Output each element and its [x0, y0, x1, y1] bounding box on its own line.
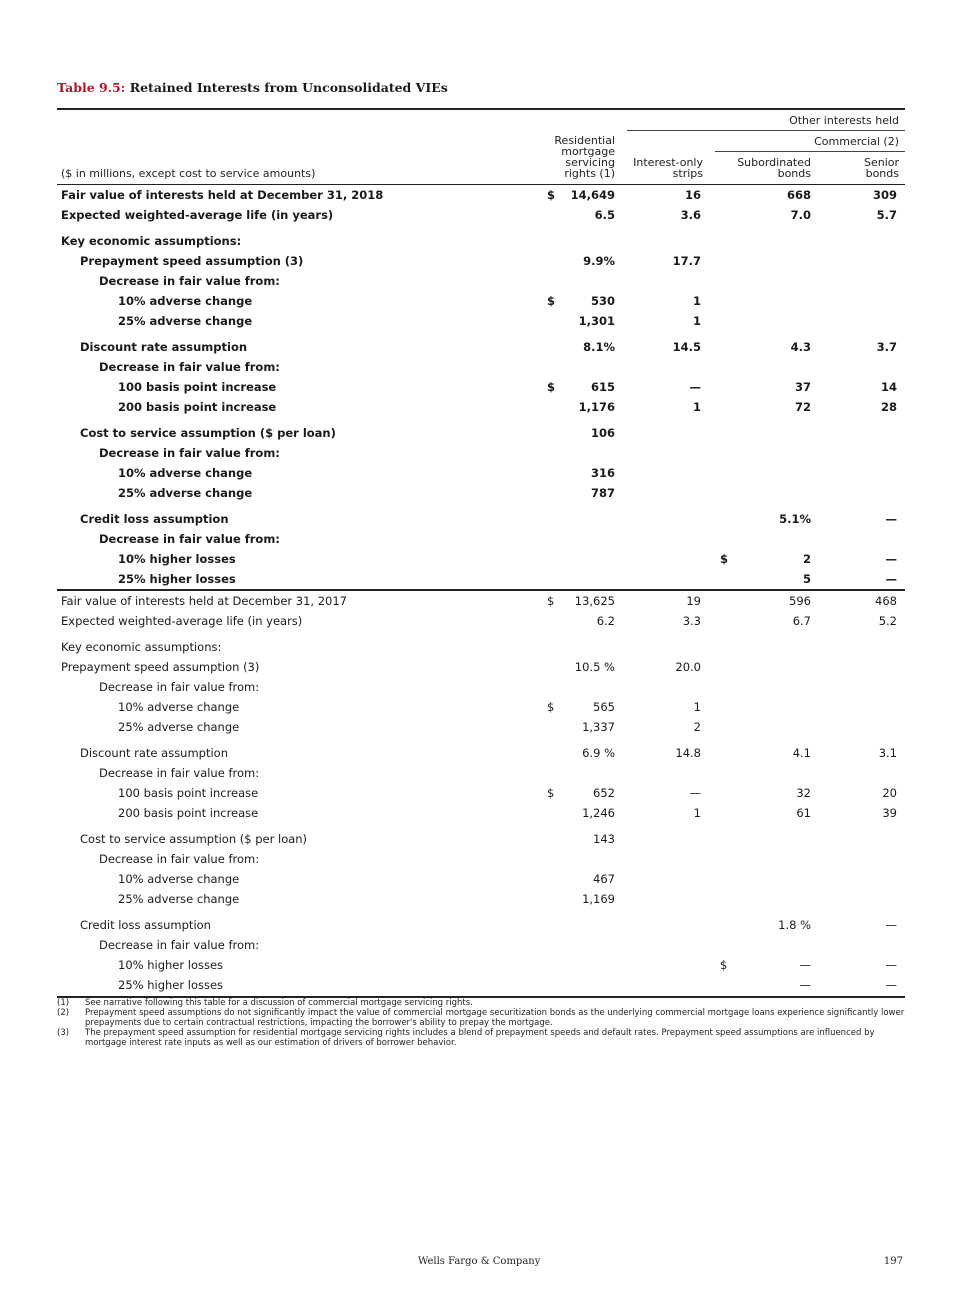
col-io-line1: Interest-only [633, 156, 703, 169]
table-row [57, 717, 905, 737]
dollar-sign: $ [547, 700, 555, 714]
table-row [57, 743, 905, 763]
cell-subordinated: 5 [802, 572, 811, 586]
table-row [57, 803, 905, 823]
cell-interest-only: 2 [693, 720, 701, 734]
cell-subordinated: 596 [789, 594, 811, 608]
table-row [57, 591, 905, 611]
table-row [57, 889, 905, 909]
cell-senior: 468 [875, 594, 897, 608]
cell-residential-msr: 787 [590, 486, 615, 500]
table-row [57, 697, 905, 717]
page-number: 197 [883, 1256, 903, 1267]
row-label: 200 basis point increase [118, 400, 277, 414]
table-row [57, 657, 905, 677]
cell-senior: 5.7 [876, 208, 897, 222]
cell-residential-msr: 6.5 [594, 208, 615, 222]
cell-residential-msr: 14,649 [570, 188, 615, 202]
row-label: Fair value of interests held at December 31, 2017 [61, 594, 347, 608]
cell-residential-msr: 1,176 [578, 400, 615, 414]
cell-interest-only: 1 [692, 294, 701, 308]
table-row [57, 509, 905, 529]
cell-subordinated: — [799, 978, 811, 992]
cell-subordinated: 32 [796, 786, 811, 800]
cell-residential-msr: 565 [593, 700, 615, 714]
row-label: 10% adverse change [118, 700, 240, 714]
cell-residential-msr: 1,169 [582, 892, 615, 906]
cell-senior: 3.1 [878, 746, 897, 760]
row-label: Decrease in fair value from: [99, 360, 280, 374]
cell-interest-only: 14.5 [672, 340, 701, 354]
cell-residential-msr: 652 [593, 786, 615, 800]
table-row [57, 205, 905, 225]
table-row [57, 763, 905, 783]
col-senior-line1: Senior [863, 156, 899, 169]
cell-subordinated: — [799, 958, 811, 972]
row-label: Key economic assumptions: [61, 640, 222, 654]
table-top-rule [57, 108, 905, 110]
cell-senior: 39 [882, 806, 897, 820]
cell-senior: — [885, 552, 897, 566]
cell-subordinated: 37 [794, 380, 811, 394]
table-row [57, 271, 905, 291]
table-row [57, 869, 905, 889]
cell-interest-only: 1 [692, 314, 701, 328]
footnote-mark: (2) [57, 1008, 70, 1018]
col-rmsr-line4: rights (1) [564, 167, 615, 180]
table-row [57, 849, 905, 869]
cell-interest-only: — [689, 380, 701, 394]
dollar-sign: $ [547, 380, 556, 394]
row-label: Decrease in fair value from: [99, 938, 260, 952]
table-row [57, 311, 905, 331]
footnote-2 [57, 1008, 905, 1028]
cell-subordinated: 4.3 [790, 340, 811, 354]
footnotes [57, 998, 905, 1048]
table-row [57, 783, 905, 803]
cell-residential-msr: 13,625 [574, 594, 615, 608]
table-row [57, 443, 905, 463]
cell-interest-only: 3.6 [680, 208, 701, 222]
row-label: Decrease in fair value from: [99, 274, 280, 288]
cell-senior: — [885, 572, 897, 586]
row-label: 10% higher losses [118, 552, 236, 566]
footnote-3 [57, 1028, 905, 1048]
table-row [57, 637, 905, 657]
dollar-sign: $ [720, 958, 728, 972]
table-number: Table 9.5: [57, 80, 126, 95]
row-label: Cost to service assumption ($ per loan) [80, 832, 308, 846]
row-label: 10% adverse change [118, 466, 253, 480]
section-2017 [57, 591, 905, 995]
cell-residential-msr: 316 [590, 466, 615, 480]
row-label: Prepayment speed assumption (3) [61, 660, 260, 674]
row-label: 200 basis point increase [118, 806, 259, 820]
cell-subordinated: 668 [786, 188, 811, 202]
row-label: 25% adverse change [118, 314, 253, 328]
row-label: Decrease in fair value from: [99, 766, 260, 780]
col-io-line2: strips [672, 167, 703, 180]
row-label: Prepayment speed assumption (3) [80, 254, 304, 268]
table-row [57, 549, 905, 569]
cell-subordinated: 72 [794, 400, 811, 414]
cell-residential-msr: 8.1% [583, 340, 615, 354]
cell-senior: — [885, 512, 897, 526]
cell-subordinated: 7.0 [790, 208, 811, 222]
cell-residential-msr: 6.9 % [582, 746, 615, 760]
cell-subordinated: 6.7 [792, 614, 811, 628]
table-row [57, 337, 905, 357]
cell-residential-msr: 106 [590, 426, 615, 440]
cell-senior: 3.7 [876, 340, 897, 354]
footnote-mark: (3) [57, 1028, 70, 1038]
row-label: 25% adverse change [118, 486, 253, 500]
cell-residential-msr: 1,301 [578, 314, 615, 328]
cell-senior: — [885, 918, 897, 932]
cell-residential-msr: 530 [590, 294, 615, 308]
row-label: Expected weighted-average life (in years) [61, 208, 334, 222]
table-row [57, 357, 905, 377]
commercial-header: Commercial (2) [814, 135, 899, 148]
table-row [57, 377, 905, 397]
table-row [57, 397, 905, 417]
col-rmsr-line1: Residential [554, 134, 615, 147]
cell-residential-msr: 143 [593, 832, 615, 846]
row-label: 10% adverse change [118, 294, 253, 308]
cell-subordinated: 1.8 % [778, 918, 811, 932]
cell-residential-msr: 6.2 [596, 614, 615, 628]
table-row [57, 185, 905, 205]
col-rmsr-line2: mortgage [561, 145, 615, 158]
cell-interest-only: 1 [693, 700, 701, 714]
cell-interest-only: 16 [684, 188, 701, 202]
row-label: Credit loss assumption [80, 512, 229, 526]
row-label: 25% higher losses [118, 978, 224, 992]
footer-company: Wells Fargo & Company [418, 1256, 541, 1267]
cell-subordinated: 4.1 [792, 746, 811, 760]
cell-residential-msr: 9.9% [583, 254, 615, 268]
commercial-rule [715, 151, 905, 152]
col-sub-line2: bonds [777, 167, 811, 180]
row-label: 100 basis point increase [118, 786, 259, 800]
table-row [57, 291, 905, 311]
row-label: 10% higher losses [118, 958, 224, 972]
row-label: 25% adverse change [118, 720, 240, 734]
retained-interests-table [57, 108, 905, 998]
cell-senior: — [885, 958, 897, 972]
cell-residential-msr: 10.5 % [574, 660, 615, 674]
cell-senior: 5.2 [878, 614, 897, 628]
cell-senior: 309 [872, 188, 897, 202]
col-senior-line2: bonds [865, 167, 899, 180]
dollar-sign: $ [547, 294, 556, 308]
table-row [57, 529, 905, 549]
footnote-text: The prepayment speed assumption for residential mortgage servicing rights includes a blend of prepayment speeds and default rates. Prepayment speed assumptions are influenced by mortgage interest rate inputs as well as our estimation of drivers of borrower behavior. [85, 1028, 875, 1048]
cell-senior: 28 [880, 400, 897, 414]
row-label: 100 basis point increase [118, 380, 277, 394]
row-label: Decrease in fair value from: [99, 446, 280, 460]
footnote-1 [57, 998, 905, 1008]
footnote-mark: (1) [57, 998, 70, 1008]
table-title-text: Retained Interests from Unconsolidated VIEs [129, 80, 448, 95]
row-label: Decrease in fair value from: [99, 532, 280, 546]
cell-interest-only: — [689, 786, 701, 800]
cell-interest-only: 1 [692, 400, 701, 414]
row-label: 25% higher losses [118, 572, 236, 586]
cell-residential-msr: 1,337 [582, 720, 615, 734]
dollar-sign: $ [720, 552, 729, 566]
row-label: Expected weighted-average life (in years) [61, 614, 303, 628]
col-rmsr-line3: servicing [565, 156, 615, 169]
dollar-sign: $ [547, 188, 556, 202]
table-row [57, 251, 905, 271]
cell-subordinated: 61 [796, 806, 811, 820]
cell-interest-only: 20.0 [675, 660, 701, 674]
cell-senior: 20 [882, 786, 897, 800]
row-label: Fair value of interests held at December 31, 2018 [61, 188, 384, 202]
footnote-text: See narrative following this table for a discussion of commercial mortgage servicing rights. [85, 998, 473, 1008]
table-row [57, 231, 905, 251]
row-label: Key economic assumptions: [61, 234, 242, 248]
table-row [57, 463, 905, 483]
cell-interest-only: 1 [693, 806, 701, 820]
table-row [57, 915, 905, 935]
cell-residential-msr: 615 [590, 380, 615, 394]
table-row [57, 423, 905, 443]
table-row [57, 829, 905, 849]
units-label: ($ in millions, except cost to service amounts) [61, 167, 316, 180]
other-interests-header: Other interests held [789, 114, 899, 127]
table-row [57, 611, 905, 631]
cell-residential-msr: 467 [593, 872, 615, 886]
row-label: Credit loss assumption [80, 918, 211, 932]
footnote-text: Prepayment speed assumptions do not significantly impact the value of commercial mortgage securitization bonds as the underlying commercial mortgage loans experience significantly lower prepayments due to certain contractual restrictions, impacting the borrower's ability to prepay the mortgage. [85, 1008, 905, 1028]
cell-senior: 14 [880, 380, 897, 394]
table-row [57, 677, 905, 697]
row-label: Discount rate assumption [80, 340, 248, 354]
table-title [57, 80, 448, 95]
cell-interest-only: 17.7 [672, 254, 701, 268]
table-row [57, 975, 905, 995]
dollar-sign: $ [547, 786, 555, 800]
cell-subordinated: 5.1% [779, 512, 811, 526]
section-2018 [57, 185, 905, 589]
row-label: 25% adverse change [118, 892, 240, 906]
cell-subordinated: 2 [802, 552, 811, 566]
row-label: Discount rate assumption [80, 746, 229, 760]
row-label: Decrease in fair value from: [99, 852, 260, 866]
cell-residential-msr: 1,246 [582, 806, 615, 820]
other-interests-rule [627, 130, 905, 131]
row-label: Decrease in fair value from: [99, 680, 260, 694]
cell-interest-only: 14.8 [675, 746, 701, 760]
table-row [57, 955, 905, 975]
cell-senior: — [885, 978, 897, 992]
col-sub-line1: Subordinated [737, 156, 811, 169]
cell-interest-only: 19 [686, 594, 701, 608]
dollar-sign: $ [547, 594, 555, 608]
table-row [57, 483, 905, 503]
row-label: Cost to service assumption ($ per loan) [80, 426, 336, 440]
table-row [57, 569, 905, 589]
table-row [57, 935, 905, 955]
table-header [57, 108, 905, 184]
cell-interest-only: 3.3 [682, 614, 701, 628]
row-label: 10% adverse change [118, 872, 240, 886]
